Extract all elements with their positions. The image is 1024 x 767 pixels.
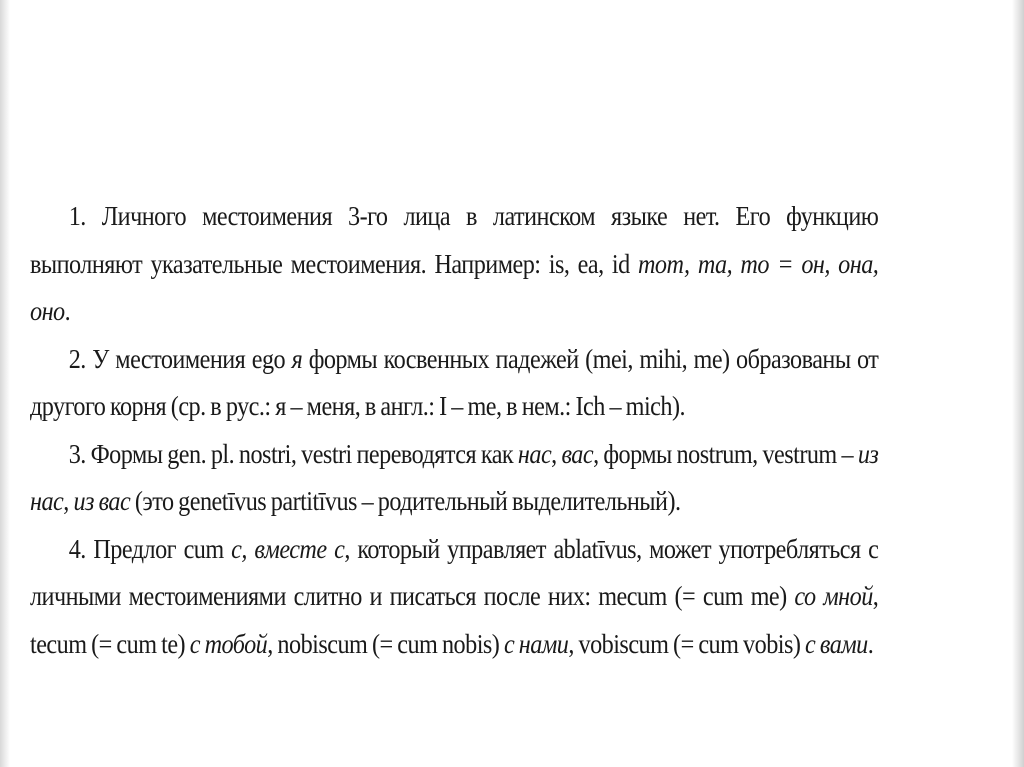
note-4-segment-italic: с нами	[503, 627, 569, 659]
note-3-segment: , формы nostrum, vestrum –	[593, 437, 858, 469]
note-4-segment: , nobiscum (= cum nobis)	[267, 627, 504, 659]
note-4-segment: , vobiscum (= cum vobis)	[568, 627, 806, 659]
note-4-segment-italic: с вами	[805, 627, 868, 659]
note-3-segment-italic: из вас	[73, 485, 131, 516]
note-3-segment: 3. Формы gen. pl. nostri, vestri переводятся как	[68, 437, 518, 469]
note-2-segment: формы косвенных падежей (mei, mihi, me) образованы от другого корня (ср. в рус.: я – меня, в англ.: I – me, в нем.: Ich – mich).	[30, 342, 879, 421]
note-4-segment: 4. Предлог cum	[68, 532, 232, 564]
note-3-segment: ,	[63, 485, 74, 516]
note-4-segment-italic: со мной	[794, 580, 873, 611]
note-paragraph-4	[30, 525, 878, 668]
note-4-segment: , tecum (= cum te)	[30, 580, 879, 659]
note-4-segment: , который управляет ablatīvus, может употребляться с личными местоимениями слитно и писаться после них: mecum (= cum me)	[30, 532, 879, 611]
note-paragraph-1	[30, 192, 878, 335]
note-3-segment-italic: из нас	[30, 437, 879, 516]
note-3-segment: (это genetīvus partitīvus – родительный выделительный).	[130, 485, 681, 516]
note-3-segment-italic: нас	[517, 437, 552, 469]
note-4-segment-italic: с, вместе с	[231, 532, 345, 564]
note-1-segment-italic: тот, та, то = он, она, оно	[30, 247, 879, 326]
note-1-segment: 1. Личного местоимения 3-го лица в латинском языке нет. Его функцию выполняют указательные местоимения. Например: is, ea, id	[30, 200, 879, 279]
note-4-segment: .	[867, 627, 874, 659]
note-4-segment-italic: с тобой	[189, 627, 268, 659]
note-2-segment: 2. У местоимения ego	[68, 342, 292, 374]
grammar-notes-text	[30, 192, 878, 667]
note-1-segment: .	[64, 295, 71, 326]
note-3-segment: ,	[551, 437, 562, 469]
note-paragraph-3	[30, 430, 878, 525]
note-3-segment-italic: вас	[561, 437, 594, 469]
note-paragraph-2	[30, 335, 878, 430]
note-2-segment-italic: я	[291, 342, 303, 374]
